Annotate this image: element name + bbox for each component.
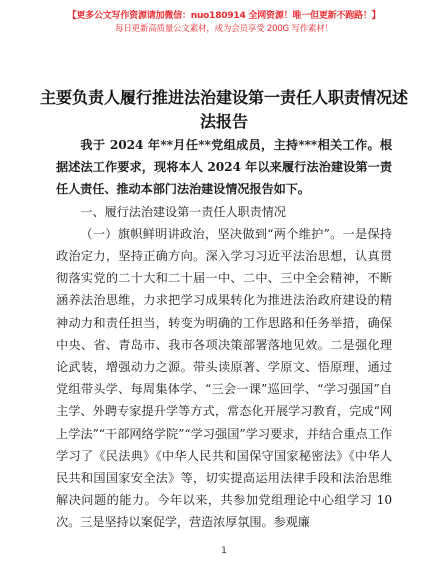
banner-line-1: 【更多公文写作资源请加微信：nuo180914 全网资源！唯一但更新不跑路！】 (67, 11, 381, 21)
document-body (56, 134, 392, 534)
section-heading: 一、履行法治建设第一责任人职责情况 (80, 204, 286, 219)
page-number: 1 (221, 546, 227, 556)
header-banner (0, 10, 448, 36)
lead-paragraph: 我于 2024 年**月任**党组成员，主持***相关工作。根据述法工作要求，现将本人 2024 年以来履行法治建设第一责任人责任、推动本部门法治建设情况报告如下。 (56, 138, 392, 197)
body-paragraph: （一）旗帜鲜明讲政治，坚决做到“两个维护”。一是保持政治定力，坚持正确方向。深入学习习近平法治思想，认真贯彻落实党的二十大和二十届一中、二中、三中全会精神，不断涵养法治思维，力求把学习成果转化为推进法治政府建设的精神动力和责任担当，转变为明确的工作思路和任务举措，确保中央、省、青岛市、我市各项决策部署落地见效。二是强化理论武装，增强动力之源。带头读原著、学原文、悟原理，通过党组带头学、每周集体学、“三会一课”巡回学、“学习强国”自主学、外聘专家提升学等方式，常态化开展学习教育，完成“网上学法”“干部网络学院”“学习强国”学习要求，并结合重点工作学习了《民法典》《中华人民共和国保守国家秘密法》《中华人民共和国国家安全法》等，切实提高运用法律手段和法治思维解决问题的能力。今年以来，共参加党组理论中心组学习 10 次。三是坚持以案促学，营造浓厚氛围。参观廉 (56, 226, 392, 530)
banner-line-2: 每日更新高质量公文素材，成为会员享受 200G 写作素材！ (115, 24, 333, 34)
document-title: 主要负责人履行推进法治建设第一责任人职责情况述法报告 (40, 88, 409, 131)
